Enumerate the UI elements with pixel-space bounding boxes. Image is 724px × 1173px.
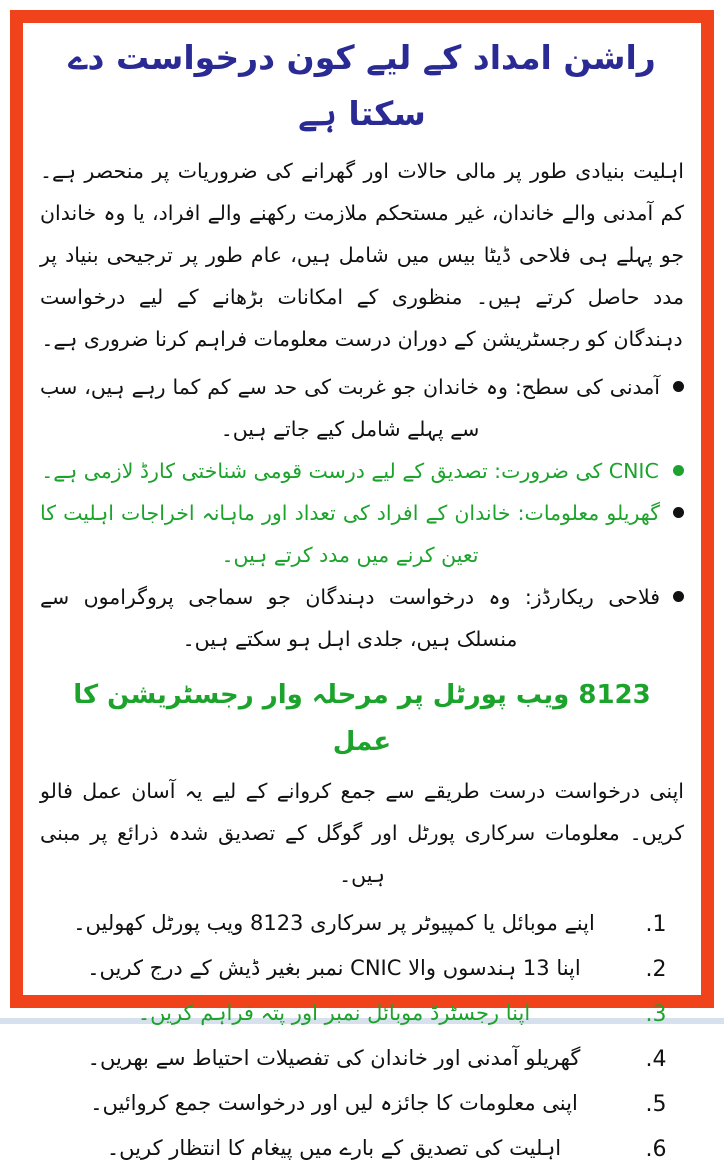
registration-step-item bbox=[40, 1037, 684, 1082]
intro-paragraph: اہلیت بنیادی طور پر مالی حالات اور گھرانے کی ضروریات پر منحصر ہے۔ کم آمدنی والے خاندان، غیر مستحکم ملازمت رکھنے والے افراد، یا وہ خاندان جو پہلے ہی فلاحی ڈیٹا بیس میں شامل ہیں، عام طور پر ترجیحی بنیاد پر مدد حاصل کرتے ہیں۔ منظوری کے امکانات بڑھانے کے لیے درخواست دہندگان کو رجسٹریشن کے دوران درست معلومات فراہم کرنا ضروری ہے۔ bbox=[40, 159, 684, 352]
step-text: اپنا رجسٹرڈ موبائل نمبر اور پتہ فراہم کریں۔ bbox=[137, 1001, 531, 1026]
step-text: گھریلو آمدنی اور خاندان کی تفصیلات احتیاط سے بھریں۔ bbox=[87, 1046, 581, 1071]
eligibility-list bbox=[40, 366, 684, 660]
step-text: اپنی معلومات کا جائزہ لیں اور درخواست جمع کروائیں۔ bbox=[90, 1091, 578, 1116]
eligibility-bullet-text: آمدنی کی سطح: وہ خاندان جو غربت کی حد سے کم کما رہے ہیں، سب سے پہلے شامل کیے جاتے ہیں۔ bbox=[40, 375, 660, 442]
registration-step-item bbox=[40, 992, 684, 1037]
registration-steps-list bbox=[40, 902, 684, 1173]
bullet-dot-icon bbox=[673, 591, 684, 602]
eligibility-bullet-text: فلاحی ریکارڈز: وہ درخواست دہندگان جو سماجی پروگراموں سے منسلک ہیں، جلدی اہل ہو سکتے ہیں۔ bbox=[40, 585, 660, 652]
step-number: 5. bbox=[645, 1092, 667, 1118]
bullet-dot-icon bbox=[673, 381, 684, 392]
step-number: 3. bbox=[645, 1002, 667, 1028]
eligibility-bullet-text: گھریلو معلومات: خاندان کے افراد کی تعداد اور ماہانہ اخراجات اہلیت کا تعین کرنے میں مدد کرتے ہیں۔ bbox=[40, 501, 660, 568]
bullet-dot-icon bbox=[673, 507, 684, 518]
eligibility-bullet-item bbox=[40, 492, 684, 576]
registration-section-heading: 8123 ویب پورٹل پر مرحلہ وار رجسٹریشن کا عمل bbox=[73, 680, 651, 758]
eligibility-bullet-text: CNIC کی ضرورت: تصدیق کے لیے درست قومی شناختی کارڈ لازمی ہے۔ bbox=[41, 459, 659, 484]
registration-step-item bbox=[40, 1082, 684, 1127]
page-title: راشن امداد کے لیے کون درخواست دے سکتا ہے bbox=[68, 38, 656, 134]
registration-step-item bbox=[40, 902, 684, 947]
registration-step-item bbox=[40, 1127, 684, 1172]
step-text: اپنا 13 ہندسوں والا CNIC نمبر بغیر ڈیش کے درج کریں۔ bbox=[87, 956, 581, 981]
registration-intro-paragraph: اپنی درخواست درست طریقے سے جمع کروانے کے لیے یہ آسان عمل فالو کریں۔ معلومات سرکاری پورٹل اور گوگل کے تصدیق شدہ ذرائع پر مبنی ہیں۔ bbox=[40, 778, 684, 887]
eligibility-bullet-item bbox=[40, 450, 684, 492]
registration-step-item bbox=[40, 947, 684, 992]
step-number: 4. bbox=[645, 1047, 667, 1073]
step-number: 6. bbox=[645, 1137, 667, 1163]
bullet-dot-icon bbox=[673, 465, 684, 476]
eligibility-bullet-item bbox=[40, 366, 684, 450]
step-text: اہلیت کی تصدیق کے بارے میں پیغام کا انتظار کریں۔ bbox=[106, 1136, 562, 1161]
leaflet-content bbox=[40, 30, 684, 1163]
eligibility-bullet-item bbox=[40, 576, 684, 660]
step-number: 2. bbox=[645, 957, 667, 983]
step-text: اپنے موبائل یا کمپیوٹر پر سرکاری 8123 ویب پورٹل کھولیں۔ bbox=[73, 911, 595, 936]
step-number: 1. bbox=[645, 912, 667, 938]
